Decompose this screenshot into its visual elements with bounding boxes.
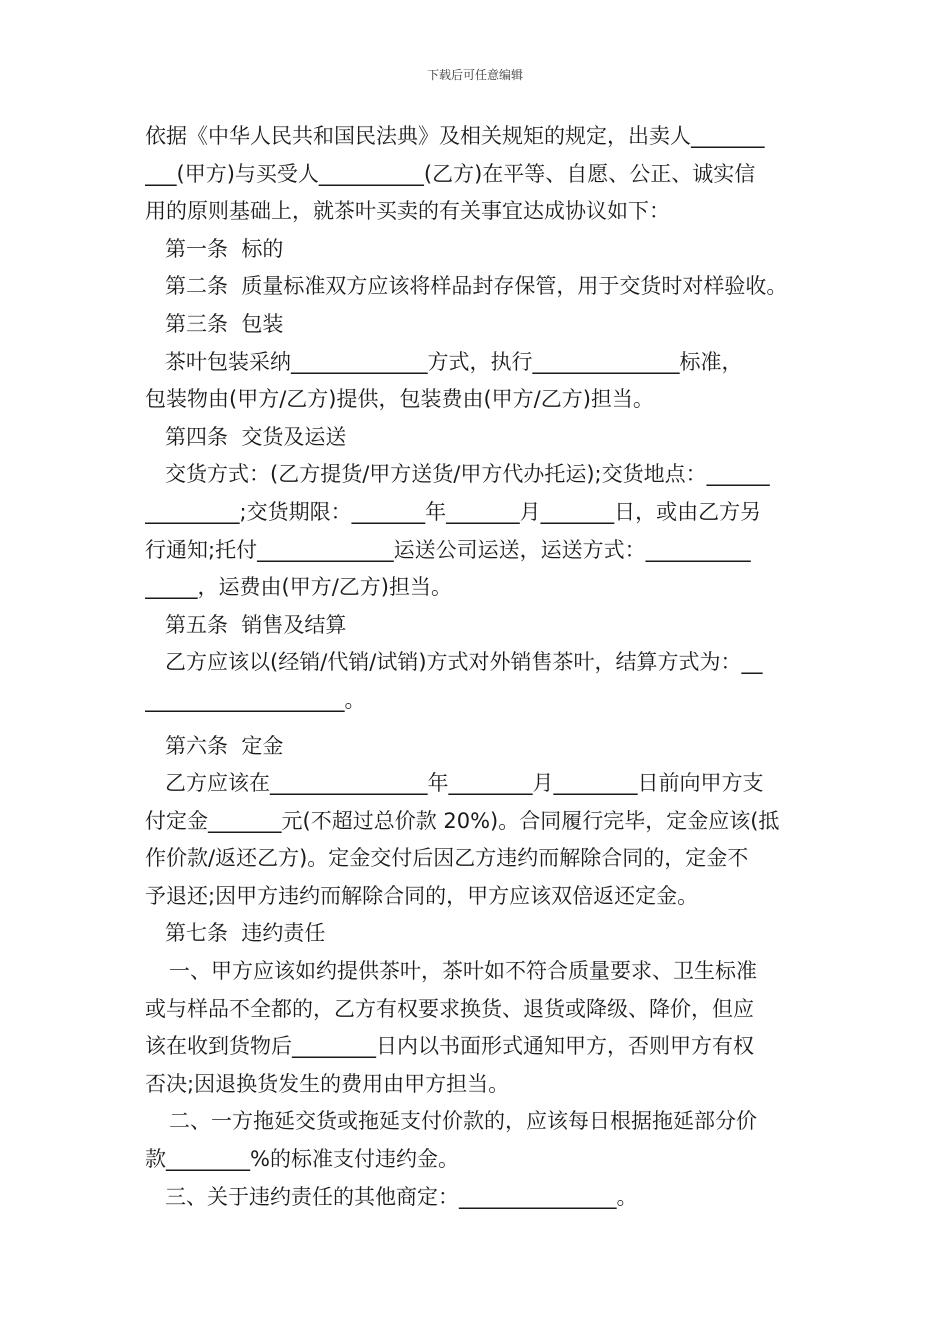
- paragraph-line: 二、一方拖延交货或拖延支付价款的，应该每日根据拖延部分价: [169, 1109, 757, 1134]
- paragraph-line: 款________%的标准支付违约金。: [145, 1147, 459, 1172]
- paragraph-line: 依据《中华人民共和国民法典》及相关规矩的规定，出卖人_______: [145, 124, 765, 148]
- paragraph-line: 否决;因退换货发生的费用由甲方担当。: [145, 1071, 510, 1096]
- paragraph-line: 三、关于违约责任的其他商定：_______________。: [165, 1184, 638, 1209]
- article-heading: 第三条 包装: [165, 311, 284, 336]
- paragraph-line: 乙方应该以(经销/代销/试销)方式对外销售茶叶，结算方式为：__: [165, 650, 763, 675]
- paragraph-line: _________;交货期限：_______年_______月_______日，或由乙方另: [145, 499, 762, 524]
- contract-body: [145, 118, 810, 1216]
- paragraph-line: 包装物由(甲方/乙方)提供，包装费由(甲方/乙方)担当。: [145, 387, 654, 412]
- paragraph-line: 茶叶包装采纳_____________方式，执行______________标准，: [165, 349, 743, 374]
- paragraph-line: 付定金_______元(不超过总价款 20%)。合同履行完毕，定金应该(抵: [145, 808, 780, 833]
- page-header: 下载后可任意编辑: [426, 68, 523, 82]
- paragraph-line: ___________________。: [145, 687, 366, 712]
- paragraph-line: ___(甲方)与买受人__________(乙方)在平等、自愿、公正、诚实信: [145, 161, 756, 186]
- article-heading: 第四条 交货及运送: [165, 424, 347, 449]
- paragraph-line: 乙方应该在_______________年________月________日前向甲方支: [165, 771, 764, 796]
- article-heading: 第一条 标的: [165, 236, 284, 261]
- article-heading: 第六条 定金: [165, 733, 284, 758]
- article-heading: 第二条 质量标准双方应该将样品封存保管，用于交货时对样验收。: [165, 274, 788, 299]
- paragraph-line: 交货方式：(乙方提货/甲方送货/甲方代办托运);交货地点：______: [165, 462, 770, 487]
- article-heading: 第七条 违约责任: [165, 921, 326, 946]
- paragraph-line: 行通知;托付_____________运送公司运送，运送方式：__________: [145, 537, 751, 562]
- paragraph-line: 用的原则基础上，就茶叶买卖的有关事宜达成协议如下：: [145, 199, 670, 224]
- paragraph-line: 作价款/返还乙方)。定金交付后因乙方违约而解除合同的，定金不: [145, 846, 749, 871]
- paragraph-line: 予退还;因甲方违约而解除合同的，甲方应该双倍返还定金。: [145, 883, 699, 908]
- paragraph-line: 一、甲方应该如约提供茶叶，茶叶如不符合质量要求、卫生标准: [169, 959, 757, 984]
- article-heading: 第五条 销售及结算: [165, 612, 347, 637]
- paragraph-line: 该在收到货物后________日内以书面形式通知甲方，否则甲方有权: [145, 1034, 754, 1059]
- paragraph-line: 或与样品不全都的，乙方有权要求换货、退货或降级、降价，但应: [145, 996, 754, 1021]
- paragraph-line: _____，运费由(甲方/乙方)担当。: [145, 575, 452, 600]
